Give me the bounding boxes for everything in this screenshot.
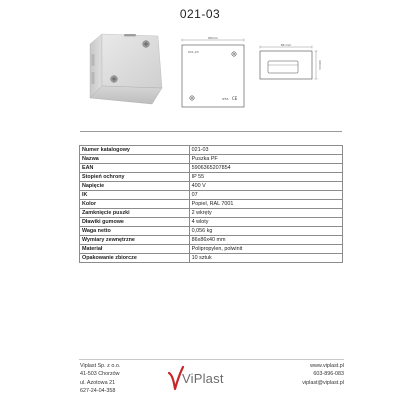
footer-address [80,362,120,395]
spec-table [79,145,343,263]
contact-phone: 603-896-083 [313,371,344,378]
company-phone: 627-24-04-358 [80,387,116,394]
table-row [80,200,343,209]
spec-label: Opakowanie zbiorcze [80,254,190,263]
spec-label: Kolor [80,200,190,209]
screw-icon [111,76,118,83]
spec-label: Dławiki gumowe [80,218,190,227]
logo-text: ViPlast [182,371,224,386]
table-row [80,218,343,227]
table-row [80,191,343,200]
table-row [80,146,343,155]
spec-value: 5906365207854 [189,164,342,173]
ce-mark-icon [232,96,238,101]
spec-value: 400 V [189,182,342,191]
front-technical-drawing [174,36,252,112]
screw-icon [143,41,150,48]
footer-divider [79,359,344,360]
spec-label: Zamknięcie puszki [80,209,190,218]
product-photo [86,26,166,110]
spec-label: Materiał [80,245,190,254]
spec-label: Stopień ochrony [80,173,190,182]
spec-value: 2 wkręty [189,209,342,218]
spec-value: 0,056 kg [189,227,342,236]
website-link[interactable]: www.viplast.pl [310,363,344,369]
table-row [80,164,343,173]
table-row [80,245,343,254]
footer-contact [302,362,344,387]
email-link[interactable]: viplast@viplast.pl [302,379,344,386]
product-figures [78,24,323,116]
company-street: ul. Azotowa 21 [80,379,116,386]
front-small-label-top: 021-03 [188,50,199,54]
table-row [80,236,343,245]
spec-label: Waga netto [80,227,190,236]
table-row [80,182,343,191]
spec-value: Puszka PF [189,155,342,164]
side-technical-drawing [258,44,320,84]
spec-value: Popiel, RAL 7001 [189,200,342,209]
catalog-code-title: 021-03 [179,7,221,21]
spec-label: Nazwa [80,155,190,164]
spec-value: 07 [189,191,342,200]
table-row [80,254,343,263]
front-width-label: 86mm [208,36,218,40]
table-row [80,155,343,164]
side-height-label: 40mm [318,60,322,70]
spec-label: Numer katalogowy [80,146,190,155]
spec-label: Napięcie [80,182,190,191]
section-divider [80,131,342,132]
table-row [80,173,343,182]
spec-label: EAN [80,164,190,173]
spec-value: 021-03 [189,146,342,155]
spec-value: Polipropylen, polwinit [189,245,342,254]
company-name: Viplast Sp. z o.o. [80,363,121,369]
spec-value: 4 wloty [189,218,342,227]
company-postal: 41-503 Chorzów [80,371,120,378]
table-row [80,209,343,218]
svg-text:CE: CE [232,96,238,101]
spec-value: IP 55 [189,173,342,182]
table-row [80,227,343,236]
spec-value: 86x86x40 mm [189,236,342,245]
side-width-label: 86 mm [280,43,292,48]
spec-value: 10 sztuk [189,254,342,263]
front-small-label-bottom: IP55 [222,97,229,101]
spec-label: IK [80,191,190,200]
spec-label: Wymiary zewnętrzne [80,236,190,245]
